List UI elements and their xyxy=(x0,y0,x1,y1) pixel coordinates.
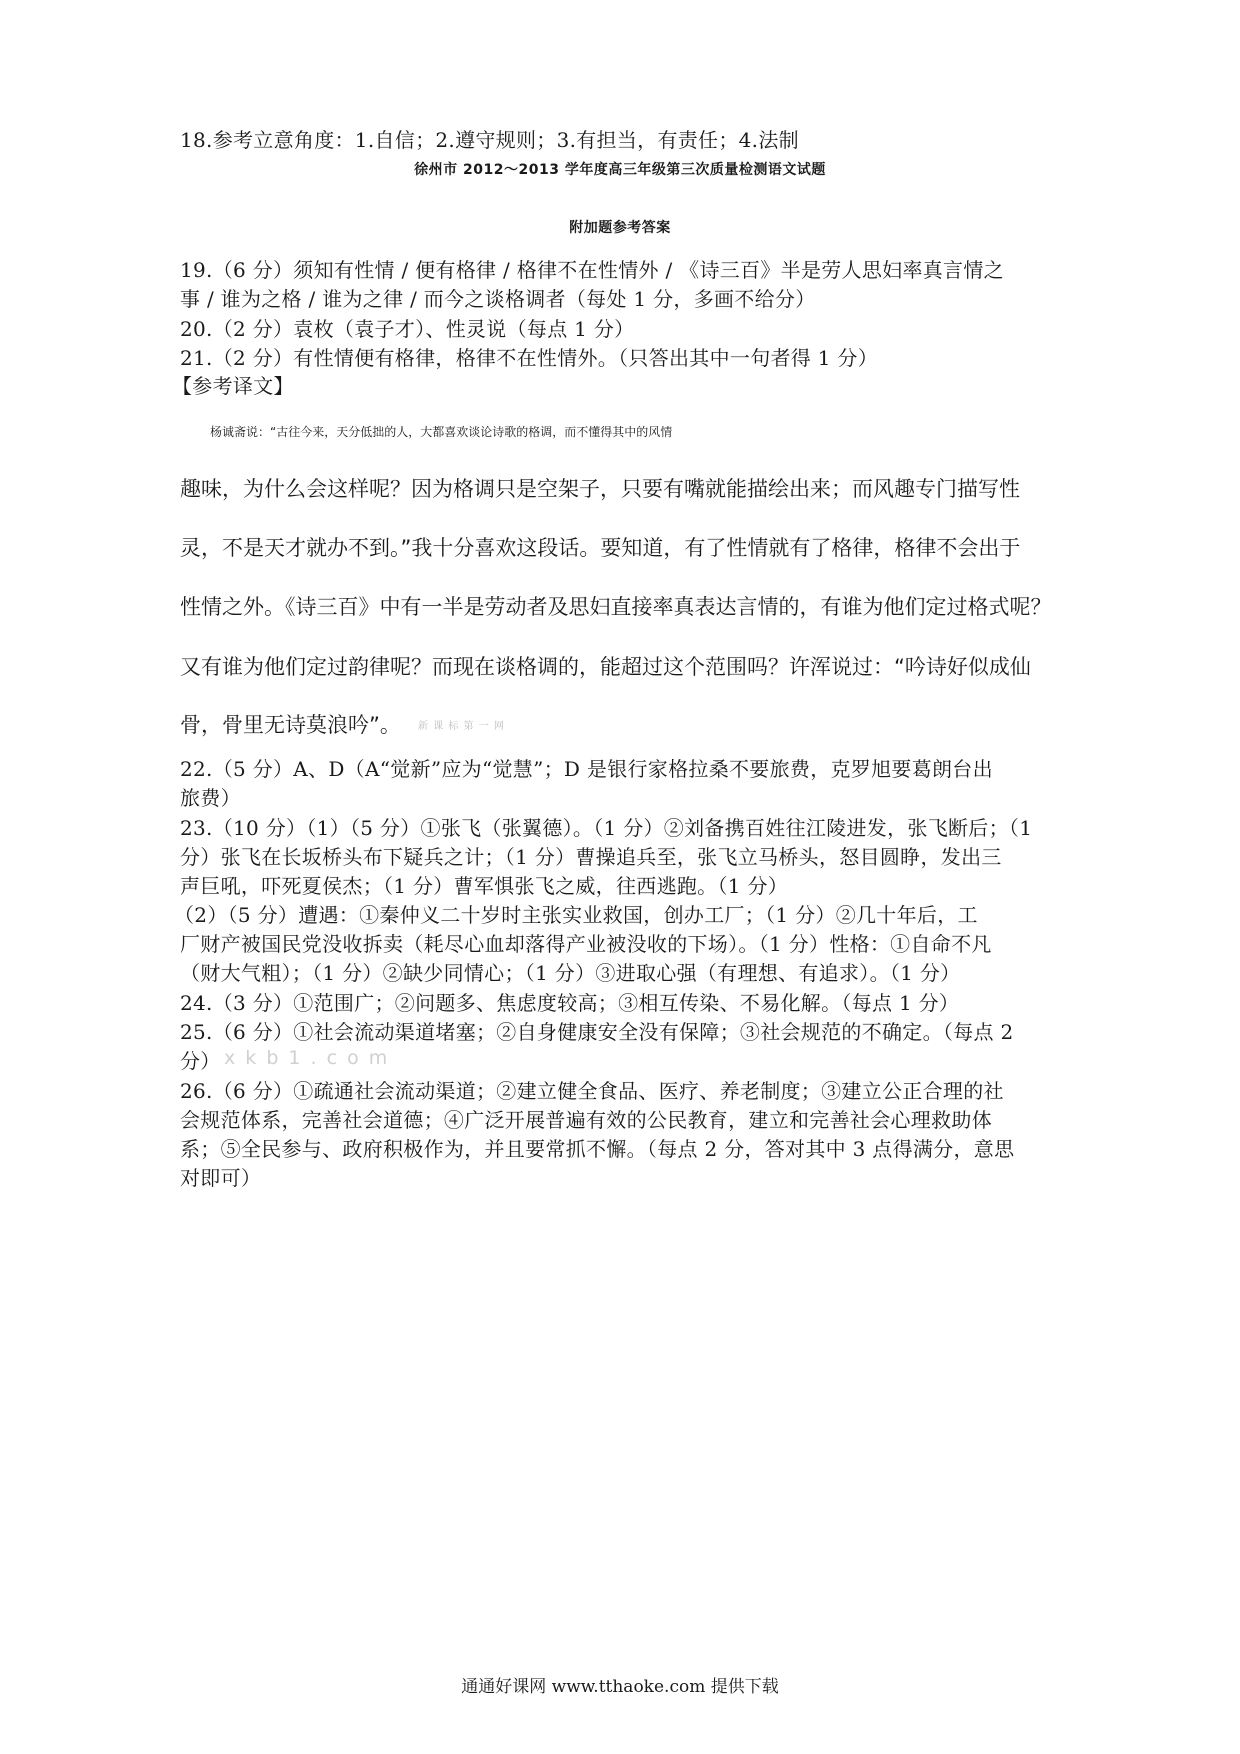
answer-line: 22.（5 分）A、D（A“觉新”应为“觉慧”；D 是银行家格拉桑不要旅费，克罗旭要葛朗台出 xyxy=(180,757,993,781)
watermark-small: 新 课 标 第 一 网 xyxy=(418,721,505,732)
translation-line: 灵，不是天才就办不到。”我十分喜欢这段话。要知道，有了性情就有了格律，格律不会出于 xyxy=(180,536,1021,560)
exam-subtitle: 附加题参考答案 xyxy=(569,220,671,236)
answer-line: 系；⑤全民参与、政府积极作为，并且要常抓不懈。（每点 2 分，答对其中 3 点得满分，意思 xyxy=(180,1137,1015,1161)
answer-line: 26.（6 分）①疏通社会流动渠道；②建立健全食品、医疗、养老制度；③建立公正合理的社 xyxy=(180,1079,1004,1103)
answer-line: 分） xyxy=(180,1049,221,1073)
translation-line: 骨，骨里无诗莫浪吟”。 xyxy=(180,713,401,737)
translation-heading: 【参考译文】 xyxy=(172,374,294,398)
answer-line: 21.（2 分）有性情便有格律，格律不在性情外。（只答出其中一句者得 1 分） xyxy=(180,346,879,370)
answer-line: 20.（2 分）袁枚（袁子才）、性灵说（每点 1 分） xyxy=(180,317,635,341)
answer-line: 会规范体系，完善社会道德；④广泛开展普遍有效的公民教育，建立和完善社会心理救助体 xyxy=(180,1108,992,1132)
answer-line: 24.（3 分）①范围广；②问题多、焦虑度较高；③相互传染、不易化解。（每点 1 分） xyxy=(180,991,960,1015)
answer-line: 声巨吼，吓死夏侯杰；（1 分）曹军惧张飞之威，往西逃跑。（1 分） xyxy=(180,874,789,898)
answer-line: 23.（10 分）（1）（5 分）①张飞（张翼德）。（1 分）②刘备携百姓往江陵进发，张飞断后；（1 xyxy=(180,816,1033,840)
translation-line: 性情之外。《诗三百》中有一半是劳动者及思妇直接率真表达言情的，有谁为他们定过格式呢？ xyxy=(180,595,1052,619)
page-footer: 通通好课网 www.tthaoke.com 提供下载 xyxy=(461,1677,779,1697)
translation-line: 杨诚斋说：“古往今来，天分低拙的人，大都喜欢谈论诗歌的格调，而不懂得其中的风情 xyxy=(210,425,673,439)
answer-line: 19.（6 分）须知有性情 / 便有格律 / 格律不在性情外 / 《诗三百》半是劳人思妇率真言情之 xyxy=(180,258,1004,282)
answer-line: 旅费） xyxy=(180,786,241,810)
answer-line: 25.（6 分）①社会流动渠道堵塞；②自身健康安全没有保障；③社会规范的不确定。（每点 2 xyxy=(180,1020,1014,1044)
translation-line: 又有谁为他们定过韵律呢？而现在谈格调的，能超过这个范围吗？许浑说过：“吟诗好似成仙 xyxy=(180,655,1031,679)
exam-title: 徐州市 2012～2013 学年度高三年级第三次质量检测语文试题 xyxy=(414,162,826,178)
answer-line: 厂财产被国民党没收拆卖（耗尽心血却落得产业被没收的下场）。（1 分）性格：①自命不凡 xyxy=(180,932,992,956)
translation-line: 趣味，为什么会这样呢？因为格调只是空架子，只要有嘴就能描绘出来；而风趣专门描写性 xyxy=(180,477,1020,501)
watermark-url: x k b 1 . c o m xyxy=(224,1047,390,1069)
answer-line: （财大气粗）；（1 分）②缺少同情心；（1 分）③进取心强（有理想、有追求）。（1 分） xyxy=(180,961,961,985)
answer-line: （2）（5 分）遭遇：①秦仲义二十岁时主张实业救国，创办工厂；（1 分）②几十年后，工 xyxy=(174,903,978,927)
item-18-line: 18.参考立意角度：1.自信；2.遵守规则；3.有担当，有责任；4.法制 xyxy=(180,128,799,152)
answer-line: 分）张飞在长坂桥头布下疑兵之计；（1 分）曹操追兵至，张飞立马桥头，怒目圆睁，发出三 xyxy=(180,845,1002,869)
answer-line: 对即可） xyxy=(180,1166,262,1190)
answer-line: 事 / 谁为之格 / 谁为之律 / 而今之谈格调者（每处 1 分，多画不给分） xyxy=(180,287,816,311)
